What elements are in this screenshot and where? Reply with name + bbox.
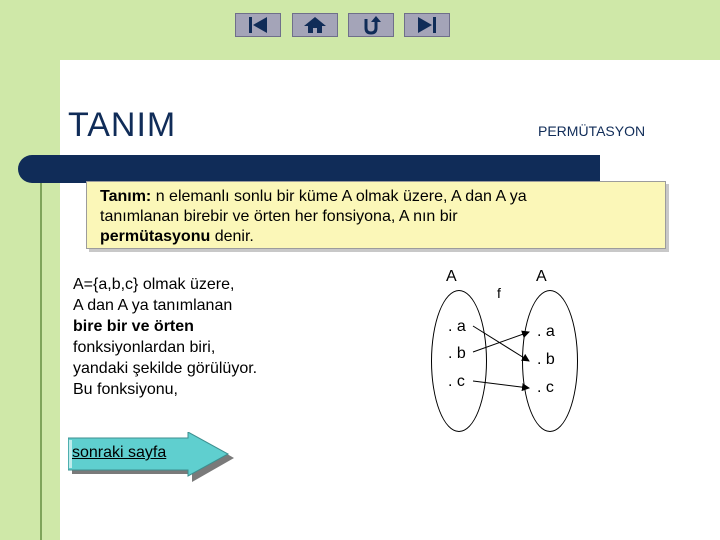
right-element-c: . c xyxy=(537,379,554,396)
function-label: f xyxy=(497,285,501,301)
explanation-line: yandaki şekilde görülüyor. xyxy=(73,360,258,377)
definition-line-2: tanımlanan birebir ve örten her fonsiyona, A nın bir xyxy=(100,208,458,225)
right-set-label: A xyxy=(536,268,547,285)
arrow-a-to-b xyxy=(473,326,529,361)
definition-term: Tanım: xyxy=(100,188,152,205)
page-title: TANIM xyxy=(68,106,177,144)
right-element-b: . b xyxy=(537,351,555,368)
left-element-b: . b xyxy=(448,345,466,362)
definition-line-1-text: n elemanlı sonlu bir küme A olmak üzere, A dan A ya xyxy=(151,188,527,205)
page-subtitle: PERMÜTASYON xyxy=(538,123,646,139)
explanation-line: Bu fonksiyonu, xyxy=(73,381,178,398)
left-set-label: A xyxy=(446,268,457,285)
definition-line-3-text: denir. xyxy=(210,228,254,245)
explanation-line: A dan A ya tanımlanan xyxy=(73,297,233,314)
left-element-c: . c xyxy=(448,373,465,390)
arrow-b-to-a xyxy=(473,332,529,352)
arrow-c-to-c xyxy=(473,381,529,388)
explanation-line: A={a,b,c} olmak üzere, xyxy=(73,276,235,293)
left-element-a: . a xyxy=(448,318,466,335)
right-element-a: . a xyxy=(537,323,555,340)
explanation-bold-text: bire bir ve örten xyxy=(73,318,194,335)
next-page-label[interactable]: sonraki sayfa xyxy=(72,444,167,461)
explanation-line: fonksiyonlardan biri, xyxy=(73,339,216,356)
definition-keyword: permütasyonu xyxy=(100,228,211,245)
